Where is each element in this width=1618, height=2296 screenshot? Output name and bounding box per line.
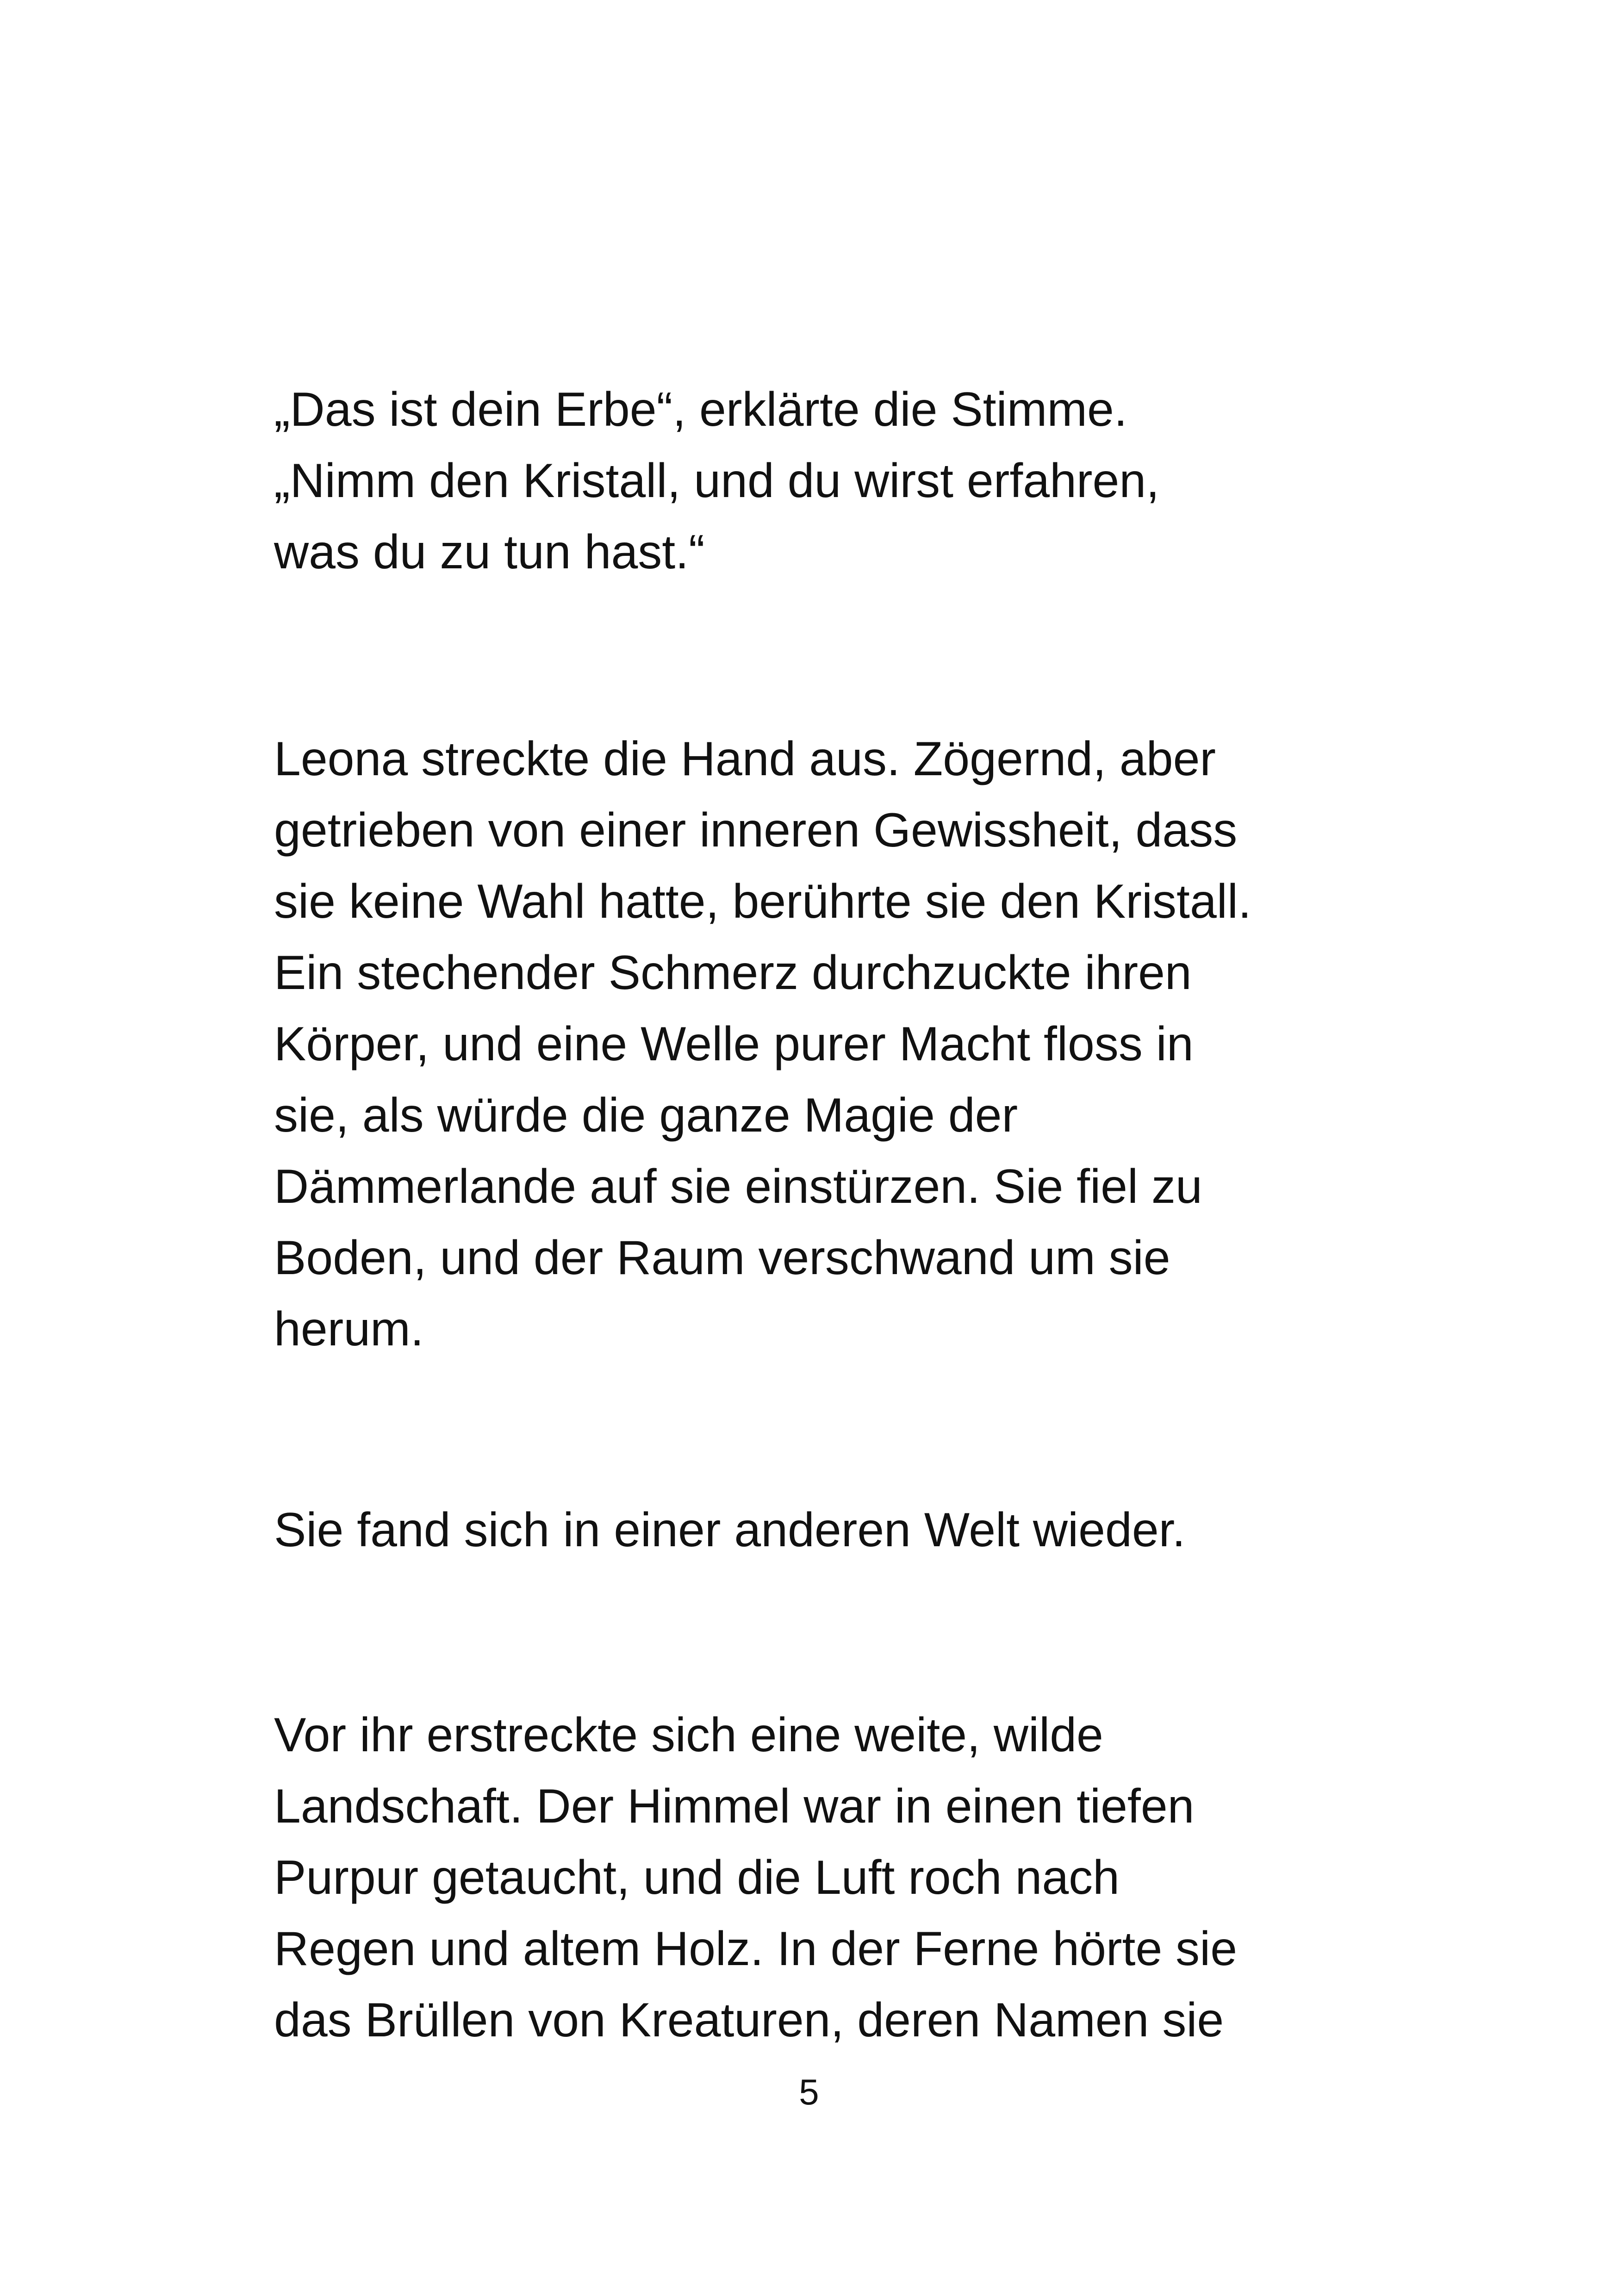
text-line: das Brüllen von Kreaturen, deren Namen sie: [274, 1993, 1224, 2047]
text-line: Purpur getaucht, und die Luft roch nach: [274, 1851, 1120, 1904]
text-line: Regen und altem Holz. In der Ferne hörte sie: [274, 1922, 1238, 1976]
text-line: Dämmerlande auf sie einstürzen. Sie fiel zu: [274, 1160, 1202, 1213]
text-line: Landschaft. Der Himmel war in einen tiefen: [274, 1780, 1195, 1833]
page-number: 5: [799, 2072, 819, 2112]
text-line: „Das ist dein Erbe“, erklärte die Stimme.: [274, 383, 1127, 436]
paragraph-2: [274, 723, 1385, 1365]
text-line: Boden, und der Raum verschwand um sie: [274, 1231, 1170, 1285]
paragraph-4: [274, 1699, 1385, 2056]
text-line: herum.: [274, 1302, 424, 1356]
paragraph-1: [274, 374, 1385, 588]
paragraph-3: [274, 1494, 1385, 1566]
text-line: Vor ihr erstreckte sich eine weite, wilde: [274, 1708, 1103, 1762]
text-line: was du zu tun hast.“: [274, 525, 705, 579]
text-line: Körper, und eine Welle purer Macht floss in: [274, 1017, 1194, 1071]
text-line: getrieben von einer inneren Gewissheit, dass: [274, 803, 1238, 857]
text-line: Sie fand sich in einer anderen Welt wieder.: [274, 1503, 1186, 1557]
text-line: Leona streckte die Hand aus. Zögernd, aber: [274, 732, 1216, 786]
text-line: „Nimm den Kristall, und du wirst erfahren,: [274, 454, 1160, 508]
text-line: sie keine Wahl hatte, berührte sie den Kristall.: [274, 875, 1251, 928]
text-line: sie, als würde die ganze Magie der: [274, 1089, 1018, 1142]
text-line: Ein stechender Schmerz durchzuckte ihren: [274, 946, 1192, 1000]
